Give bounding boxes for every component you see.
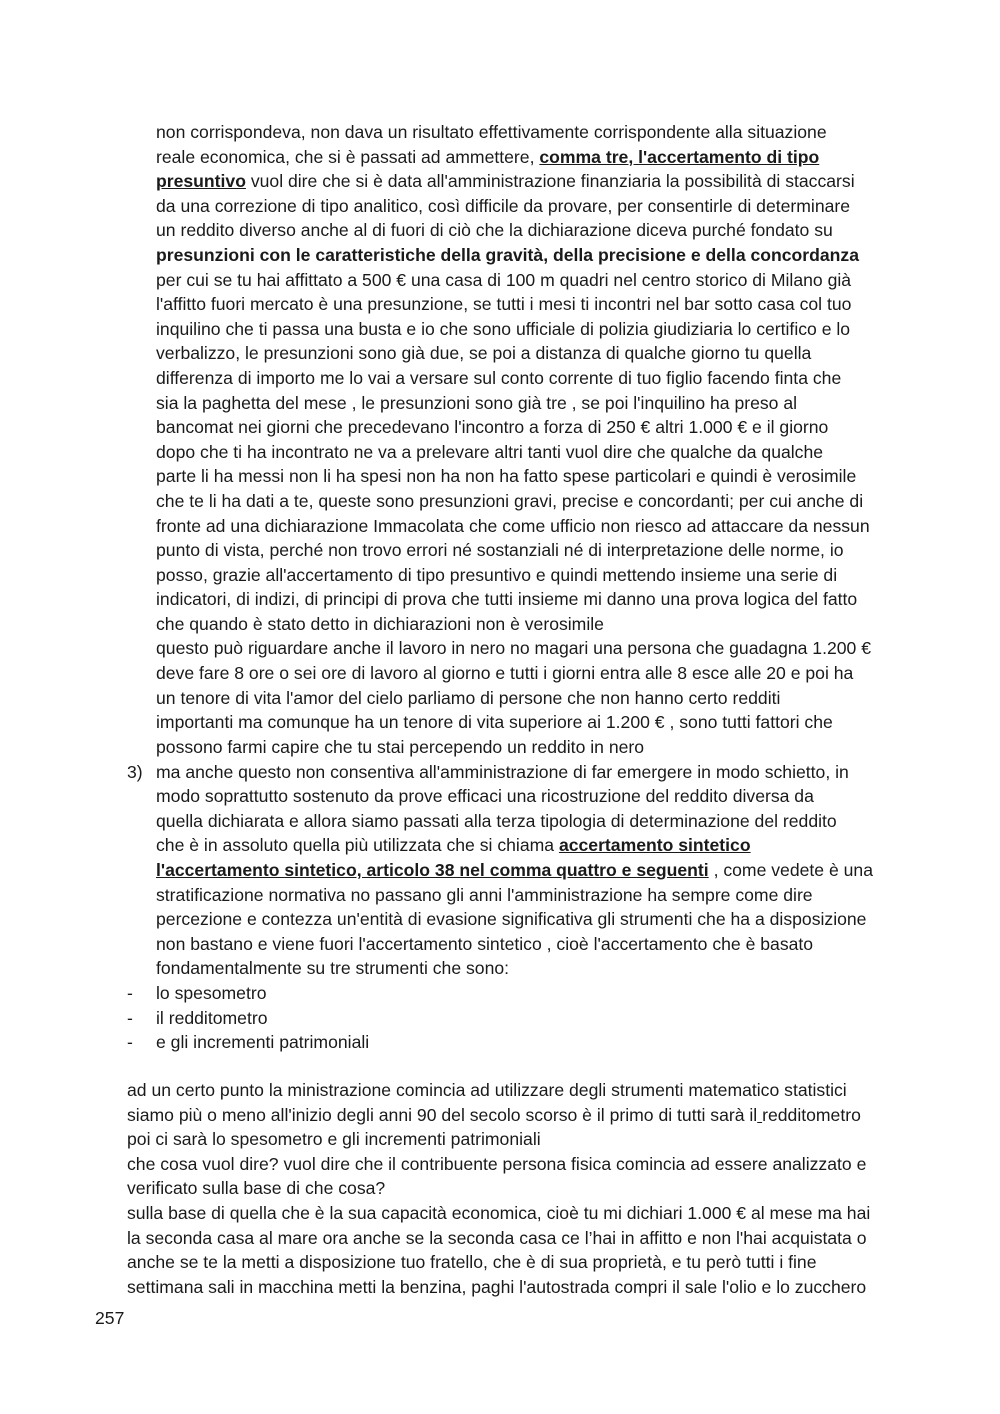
- bullet-marker: -: [127, 1007, 133, 1028]
- text-line: fronte ad una dichiarazione Immacolata che come ufficio non riesco ad attaccare da nessun: [156, 515, 870, 536]
- text-span: che è in assoluto quella più utilizzata che si chiama: [156, 835, 559, 856]
- text-line: che quando è stato detto in dichiarazioni non è verosimile: [156, 613, 604, 634]
- paragraph-presuntivo: [156, 120, 871, 759]
- paragraph-strumenti: [127, 1078, 870, 1299]
- text-line: anche se te la metti a disposizione tuo fratello, che è di sua proprietà, e tu però tutti i fine: [127, 1252, 817, 1273]
- text-line: dopo che ti ha incontrato ne va a prelevare altri tanti vuol dire che qualche da qualche: [156, 441, 824, 462]
- text-line: modo soprattutto sostenuto da prove efficaci una ricostruzione del reddito diversa da: [156, 786, 814, 807]
- text-line: che te li ha dati a te, queste sono presunzioni gravi, precise e concordanti; per cui anche di: [156, 490, 864, 511]
- heading-accertamento-sintetico: accertamento sintetico: [558, 835, 751, 856]
- text-span: vuol dire che si è data all'amministrazione finanziaria la possibilità di staccarsi: [245, 171, 855, 192]
- bullet-text: e gli incrementi patrimoniali: [156, 1032, 370, 1053]
- text-line: che cosa vuol dire? vuol dire che il contribuente persona fisica comincia ad essere analizzato e: [127, 1153, 867, 1174]
- text-line: da una correzione di tipo analitico, così difficile da provare, per consentirle di determinare: [156, 195, 851, 216]
- text-line: stratificazione normativa no passano gli anni l'amministrazione ha sempre come dire: [156, 884, 813, 905]
- text-line: verbalizzo, le presunzioni sono già due, se poi a distanza di qualche giorno tu quella: [156, 343, 812, 364]
- text-line: bancomat nei giorni che precedevano l'incontro a forza di 250 € altri 1.000 € e il giorno: [156, 417, 829, 438]
- text-line: ma anche questo non consentiva all'amministrazione di far emergere in modo schietto, in: [156, 761, 849, 782]
- text-line: sia la paghetta del mese , le presunzioni sono già tre , se poi l'inquilino ha preso al: [156, 392, 798, 413]
- text-line: questo può riguardare anche il lavoro in nero no magari una persona che guadagna 1.200 €: [156, 638, 872, 659]
- text-line: fondamentalmente su tre strumenti che sono:: [156, 958, 510, 979]
- text-line: poi ci sarà lo spesometro e gli incrementi patrimoniali: [127, 1129, 541, 1150]
- bold-presunzioni-line: presunzioni con le caratteristiche della gravità, della precisione e della concordanza: [156, 244, 860, 265]
- heading-presuntivo: presuntivo: [156, 171, 246, 192]
- text-line: [156, 833, 873, 858]
- text-line: per cui se tu hai affittato a 500 € una casa di 100 m quadri nel centro storico di Milano già: [156, 269, 852, 290]
- text-line: [127, 1103, 870, 1128]
- heading-articolo-38: l'accertamento sintetico, articolo 38 nel comma quattro e seguenti: [156, 859, 709, 880]
- paragraph-sintetico: [156, 760, 873, 981]
- text-line: posso, grazie all'accertamento di tipo presuntivo e quindi mettendo insieme una serie di: [156, 564, 838, 585]
- text-span: siamo più o meno all'inizio degli anni 90 del secolo scorso è il primo di tutti sarà il: [127, 1104, 758, 1125]
- text-line: punto di vista, perché non trovo errori né sostanziali né di interpretazione delle norme, io: [156, 540, 844, 561]
- text-line: [156, 169, 871, 194]
- text-line: ad un certo punto la ministrazione comincia ad utilizzare degli strumenti matematico statistici: [127, 1080, 847, 1100]
- bullet-marker: -: [127, 1032, 133, 1053]
- text-line: [156, 858, 873, 883]
- text-line: quella dichiarata e allora siamo passati alla terza tipologia di determinazione del reddito: [156, 810, 837, 831]
- text-line: settimana sali in macchina metti la benzina, paghi l'autostrada compri il sale l'olio e lo zucchero: [127, 1276, 867, 1297]
- text-line: un tenore di vita l'amor del cielo parliamo di persone che non hanno certo redditi: [156, 687, 781, 708]
- text-line: percezione e contezza un'entità di evasione significativa gli strumenti che ha a disposizione: [156, 909, 867, 930]
- bullet-text: lo spesometro: [156, 983, 267, 1003]
- text-line: la seconda casa al mare ora anche se la seconda casa ce l’hai in affitto e non l'hai acquistata o: [127, 1227, 867, 1248]
- text-line: [156, 145, 871, 170]
- text-line: non corrispondeva, non dava un risultato effettivamente corrispondente alla situazione: [156, 122, 827, 142]
- text-line: sulla base di quella che è la sua capacità economica, cioè tu mi dichiari 1.000 € al mese ma hai: [127, 1202, 871, 1223]
- text-line: un reddito diverso anche al di fuori di ciò che la dichiarazione diceva purché fondato su: [156, 220, 833, 241]
- text-line: non bastano e viene fuori l'accertamento sintetico , cioè l'accertamento che è basato: [156, 933, 814, 954]
- text-line: l'affitto fuori mercato è una presunzione, se tutti i mesi ti incontri nel bar sotto casa col tuo: [156, 294, 852, 315]
- page-number: 257: [95, 1308, 125, 1328]
- bullet-marker: -: [127, 983, 133, 1003]
- text-line: inquilino che ti passa una busta e io che sono ufficiale di polizia giudiziaria lo certifico e lo: [156, 318, 851, 339]
- text-span: redditometro: [762, 1104, 861, 1125]
- text-line: possono farmi capire che tu stai percependo un reddito in nero: [156, 736, 645, 757]
- list-marker: 3): [127, 761, 143, 782]
- text-line: verificato sulla base di che cosa?: [127, 1178, 386, 1199]
- heading-comma-tre: comma tre, l'accertamento di tipo: [539, 146, 820, 167]
- text-line: deve fare 8 ore o sei ore di lavoro al giorno e tutti i giorni entra alle 8 esce alle 20 e poi ha: [156, 663, 854, 684]
- text-line: differenza di importo me lo vai a versare sul conto corrente di tuo figlio facendo finta che: [156, 367, 842, 388]
- text-line: parte li ha messi non li ha spesi non ha non ha fatto spese particolari e quindi è verosimile: [156, 466, 857, 487]
- bullet-text: il redditometro: [156, 1007, 268, 1028]
- text-line: indicatori, di indizi, di principi di prova che tutti insieme mi danno una prova logica del fatto: [156, 589, 858, 610]
- text-span: , come vedete è una: [708, 859, 874, 880]
- text-line: importanti ma comunque ha un tenore di vita superiore ai 1.200 € , sono tutti fattori che: [156, 712, 833, 733]
- text-span: reale economica, che si è passati ad ammettere,: [156, 146, 540, 167]
